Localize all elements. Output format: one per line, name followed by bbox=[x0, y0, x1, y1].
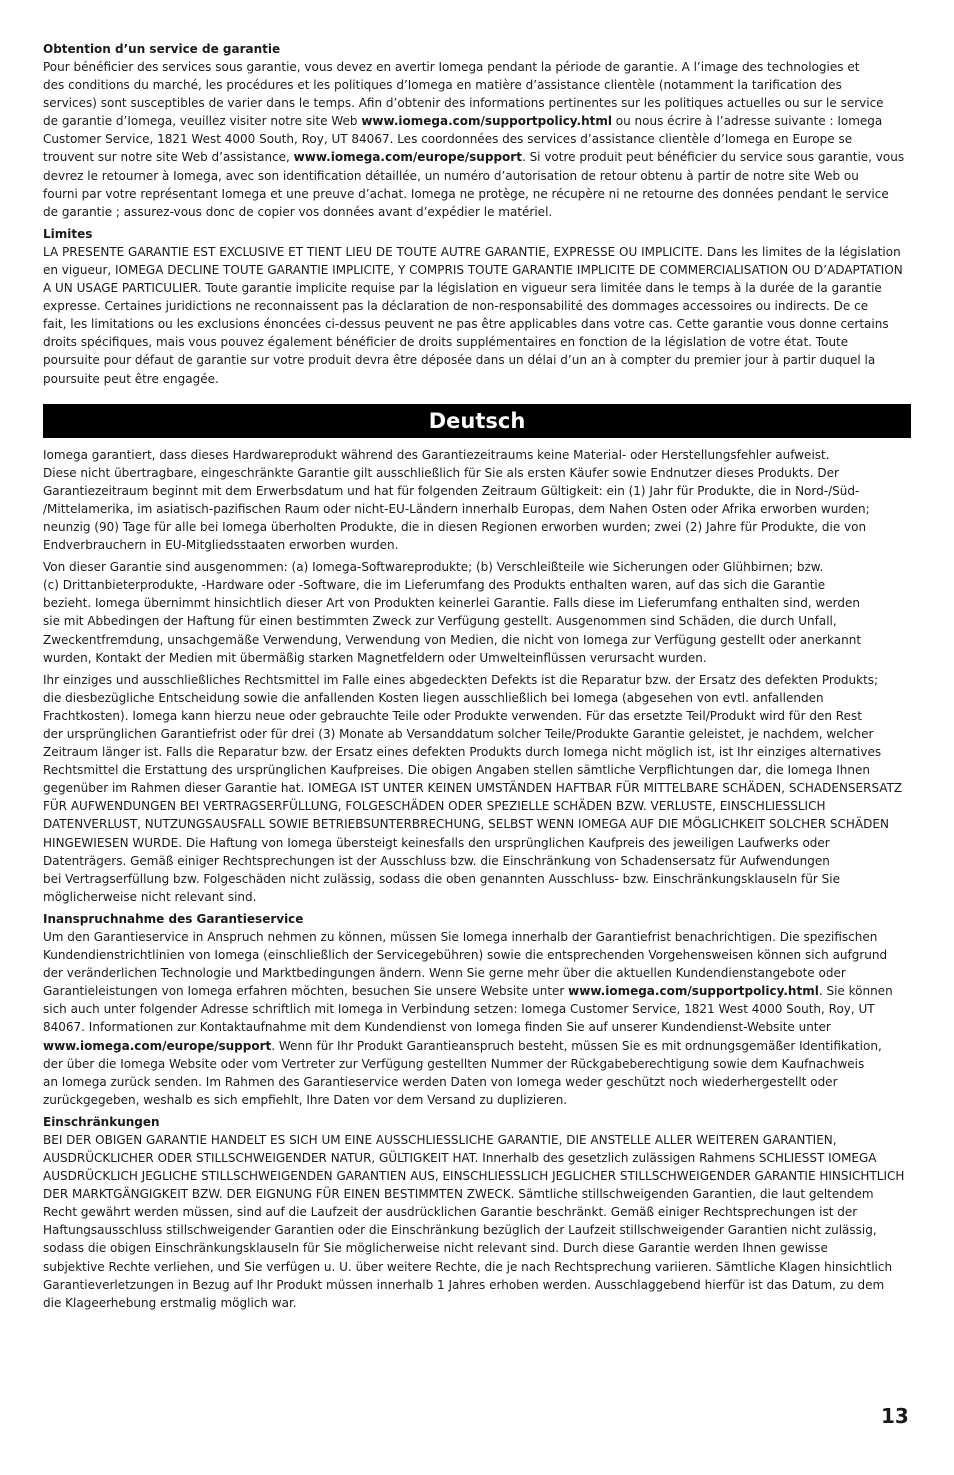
text-line: Recht gewährt werden müssen, sind auf die Laufzeit der ausdrücklichen Garantie beschränkt. Gemäß einiger Rechtsprechungen ist der bbox=[43, 1205, 858, 1220]
text-line: DER MARKTGÄNGIGKEIT BZW. DER EIGNUNG FÜR EINEN BESTIMMTEN ZWECK. Sämtliche stillschweigenden Garantien, die laut geltendem bbox=[43, 1187, 874, 1202]
text-line: möglicherweise nicht relevant sind. bbox=[43, 889, 257, 904]
text-line bbox=[43, 1000, 911, 1018]
text-line bbox=[43, 1091, 911, 1109]
de-intro-text bbox=[43, 446, 911, 555]
deutsch-section-banner: Deutsch bbox=[43, 404, 911, 438]
text-line bbox=[43, 185, 911, 203]
text-line: Iomega garantiert, dass dieses Hardwareprodukt während des Garantiezeitraums keine Material- oder Herstellungsfehler aufweist. bbox=[43, 447, 830, 462]
text-segment: Garantieleistungen von Iomega erfahren möchten, besuchen Sie unsere Website unter bbox=[43, 984, 569, 999]
text-line bbox=[43, 112, 911, 130]
text-line: Rechtsmittel die Erstattung des ursprünglichen Kaufpreises. Die obigen Angaben stellen sämtliche Verpflichtungen dar, die Iomega Ihnen bbox=[43, 763, 870, 778]
text-line: AUSDRÜCKLICHER ODER STILLSCHWEIGENDER NATUR, GÜLTIGKEIT HAT. Innerhalb des gesetzlich zulässigen Rahmens SCHLIESST IOMEGA bbox=[43, 1150, 877, 1165]
text-line: neunzig (90) Tage für alle bei Iomega überholten Produkte, die in diesen Regionen erworben wurden; zwei (2) Jahre für Produkte, die von bbox=[43, 519, 867, 534]
text-segment: 84067. Informationen zur Kontaktaufnahme mit dem Kundendienst von Iomega finden Sie auf unserer Kundendienst-Website unter bbox=[43, 1020, 831, 1035]
text-line bbox=[43, 94, 911, 112]
text-segment: de garantie ; assurez-vous donc de copier vos données avant d’expédier le matériel. bbox=[43, 204, 553, 219]
text-segment: . Sie können bbox=[818, 984, 893, 999]
text-line: Endverbrauchern in EU-Mitgliedsstaaten erworben wurden. bbox=[43, 538, 399, 553]
text-segment: des conditions du marché, les procédures et les politiques d’Iomega en matière d’assistance clientèle (notamment la tarification des bbox=[43, 78, 842, 93]
text-line: poursuite pour défaut de garantie sur votre produit devra être déposée dans un délai d’un an à compter du premier jour à partir duquel la bbox=[43, 353, 876, 368]
fr-limits-heading: Limites bbox=[43, 226, 93, 241]
text-segment: ou nous écrire à l’adresse suivante : Iomega bbox=[611, 114, 883, 129]
text-line bbox=[43, 76, 911, 94]
text-line: bei Vertragserfüllung bzw. Folgeschäden nicht zulässig, sodass die oben genannten Ausschluss- bzw. Einschränkungsklauseln für Sie bbox=[43, 871, 840, 886]
text-line bbox=[43, 203, 911, 221]
de-limits-text bbox=[43, 1131, 911, 1312]
text-line bbox=[43, 928, 911, 946]
de-warranty-service-heading: Inanspruchnahme des Garantieservice bbox=[43, 911, 304, 926]
text-segment: der über die Iomega Website oder vom Vertreter zur Verfügung gestellten Nummer der Rückgabeberechtigung sowie dem Kaufnachweis bbox=[43, 1056, 865, 1071]
text-line: AUSDRÜCKLICH JEGLICHE STILLSCHWEIGENDEN GARANTIEN AUS, EINSCHLIESSLICH JEGLICHER STILLSCHWEIGENDER GARANTIE HINSICHTLICH bbox=[43, 1169, 905, 1184]
text-segment: an Iomega zurück senden. Im Rahmen des Garantieservice werden Daten von Iomega weder geschützt noch wiederhergestellt oder bbox=[43, 1074, 838, 1089]
text-line bbox=[43, 58, 911, 76]
text-line: (c) Drittanbieterprodukte, -Hardware oder -Software, die im Lieferumfang des Produkts enthalten waren, auf das sich die Garantie bbox=[43, 578, 826, 593]
text-segment: . Si votre produit peut bénéficier du service sous garantie, vous bbox=[521, 150, 905, 165]
de-remedy-text bbox=[43, 671, 911, 906]
text-line bbox=[43, 167, 911, 185]
text-line: LA PRESENTE GARANTIE EST EXCLUSIVE ET TIENT LIEU DE TOUTE AUTRE GARANTIE, EXPRESSE OU IMPLICITE. Dans les limites de la législation bbox=[43, 244, 901, 259]
page-content bbox=[43, 40, 911, 1316]
de-limits-section bbox=[43, 1113, 911, 1312]
text-line: /Mittelamerika, im asiatisch-pazifischen Raum oder nicht-EU-Ländern innerhalb Europas, dem Nahen Osten oder Afrika erworben wurden; bbox=[43, 501, 870, 516]
de-warranty-service-text bbox=[43, 928, 911, 1109]
text-line: subjektive Rechte verliehen, und Sie verfügen u. U. über weitere Rechte, die je nach Rechtsprechung variieren. Sämtliche Klagen hinsichtlich bbox=[43, 1259, 893, 1274]
text-line: Von dieser Garantie sind ausgenommen: (a) Iomega-Softwareprodukte; (b) Verschleißteile wie Sicherungen oder Glühbirnen; bzw. bbox=[43, 560, 824, 575]
web-address: www.iomega.com/europe/support bbox=[43, 1038, 272, 1053]
text-line: der ursprünglichen Garantiefrist oder für drei (3) Monate ab Versanddatum solcher Teile/Produkte Garantie geleistet, je nachdem, welcher bbox=[43, 727, 874, 741]
page-number: 13 bbox=[881, 1404, 909, 1428]
text-segment: sich auch unter folgender Adresse schriftlich mit Iomega in Verbindung setzen: Iomega Customer Service, 1821 West 4000 South, Roy, UT bbox=[43, 1002, 875, 1017]
text-line: HINGEWIESEN WURDE. Die Haftung von Iomega übersteigt keinesfalls den ursprünglichen Kaufpreis des jeweiligen Laufwerks oder bbox=[43, 835, 830, 850]
text-line: Ihr einziges und ausschließliches Rechtsmittel im Falle eines abgedeckten Defekts ist die Reparatur bzw. der Ersatz des defekten Produkts; bbox=[43, 672, 879, 687]
fr-warranty-service-section bbox=[43, 40, 911, 221]
text-line: Zeitraum länger ist. Falls die Reparatur bzw. der Ersatz eines defekten Produkts durch Iomega nicht möglich ist, ist Ihr einziges alternatives bbox=[43, 745, 882, 760]
text-segment: Customer Service, 1821 West 4000 South, Roy, UT 84067. Les coordonnées des services d’assistance clientèle d’Iomega en Europe se bbox=[43, 132, 853, 147]
text-line bbox=[43, 946, 911, 964]
text-line bbox=[43, 130, 911, 148]
text-line bbox=[43, 1037, 911, 1055]
text-segment: Um den Garantieservice in Anspruch nehmen zu können, müssen Sie Iomega innerhalb der Garantiefrist benachrichtigen. Die spezifischen bbox=[43, 929, 878, 944]
web-address: www.iomega.com/supportpolicy.html bbox=[568, 984, 819, 999]
de-warranty-service-section bbox=[43, 910, 911, 1109]
text-line: Frachtkosten). Iomega kann hierzu neue oder gebrauchte Teile oder Produkte verwenden. Für das ersetzte Teil/Produkt wird für den Rest bbox=[43, 708, 862, 723]
text-segment: . Wenn für Ihr Produkt Garantieanspruch besteht, müssen Sie es mit ordnungsgemäßer Identifikation, bbox=[271, 1038, 882, 1053]
text-line: DATENVERLUST, NUTZUNGSAUSFALL SOWIE BETRIEBSUNTERBRECHUNG, SELBST WENN IOMEGA AUF DIE MÖGLICHKEIT SOLCHER SCHÄDEN bbox=[43, 817, 889, 832]
text-line: Datenträgers. Gemäß einiger Rechtsprechungen ist der Ausschluss bzw. die Einschränkung von Schadensersatz für Aufwendungen bbox=[43, 853, 830, 868]
text-line bbox=[43, 1073, 911, 1091]
text-segment: zurückgegeben, weshalb es sich empfiehlt, Ihre Daten vor dem Versand zu duplizieren. bbox=[43, 1092, 568, 1107]
de-warranty-section bbox=[43, 446, 911, 906]
web-address: www.iomega.com/supportpolicy.html bbox=[361, 114, 612, 129]
text-line: bezieht. Iomega übernimmt hinsichtlich dieser Art von Produkten keinerlei Garantie. Falls diese im Lieferumfang enthalten sind, werden bbox=[43, 596, 860, 611]
text-line: wurden, Kontakt der Medien mit übermäßig starken Magnetfeldern oder Umwelteinflüssen verursacht wurden. bbox=[43, 650, 707, 665]
text-line: Zweckentfremdung, unsachgemäße Verwendung, Verwendung von Medien, die nicht von Iomega zur Verfügung gestellt oder anerkannt bbox=[43, 632, 862, 647]
text-line: gegenüber im Rahmen dieser Garantie hat. IOMEGA IST UNTER KEINEN UMSTÄNDEN HAFTBAR FÜR MITTELBARE SCHÄDEN, SCHADENSERSATZ bbox=[43, 781, 903, 796]
text-line: BEI DER OBIGEN GARANTIE HANDELT ES SICH UM EINE AUSSCHLIESSLICHE GARANTIE, DIE ANSTELLE ALLER WEITEREN GARANTIEN, bbox=[43, 1132, 837, 1147]
text-line: A UN USAGE PARTICULIER. Toute garantie implicite requise par la législation en vigueur sera limitée dans le temps à la durée de la garantie bbox=[43, 281, 882, 296]
text-line: en vigueur, IOMEGA DECLINE TOUTE GARANTIE IMPLICITE, Y COMPRIS TOUTE GARANTIE IMPLICITE DE COMMERCIALISATION OU D’ADAPTATION bbox=[43, 262, 903, 277]
fr-warranty-service-text bbox=[43, 58, 911, 221]
text-segment: der veränderlichen Technologie und Marktbedingungen ändern. Wenn Sie gerne mehr über die aktuellen Kundendienstangebote oder bbox=[43, 966, 846, 981]
text-segment: Kundendienstrichtlinien von Iomega (einschließlich der Servicegebühren) sowie die entsprechenden Vorgehensweisen können sich aufgrund bbox=[43, 948, 888, 963]
text-line: FÜR AUFWENDUNGEN BEI VERTRAGSERFÜLLUNG, FOLGESCHÄDEN ODER SPEZIELLE SCHÄDEN BZW. VERLUSTE, EINSCHLIESSLICH bbox=[43, 799, 826, 814]
text-line bbox=[43, 982, 911, 1000]
text-line bbox=[43, 148, 911, 166]
text-segment: de garantie d’Iomega, veuillez visiter notre site Web bbox=[43, 114, 362, 129]
text-line bbox=[43, 1018, 911, 1036]
text-line: sie mit Abbedingen der Haftung für einen bestimmten Zweck zur Verfügung gestellt. Ausgenommen sind Schäden, die durch Unfall, bbox=[43, 614, 837, 629]
text-line bbox=[43, 1055, 911, 1073]
text-line bbox=[43, 964, 911, 982]
de-exclusions-text bbox=[43, 558, 911, 667]
text-segment: Pour bénéficier des services sous garantie, vous devez en avertir Iomega pendant la période de garantie. A l’image des technologies et bbox=[43, 60, 860, 74]
text-line: sodass die obigen Einschränkungsklauseln für Sie möglicherweise nicht relevant sind. Durch diese Garantie werden Ihnen gewisse bbox=[43, 1241, 828, 1256]
text-line: fait, les limitations ou les exclusions énoncées ci-dessus peuvent ne pas être applicables dans votre cas. Cette garantie vous donne certains bbox=[43, 317, 889, 332]
text-line: Garantieverletzungen in Bezug auf Ihr Produkt müssen innerhalb 1 Jahres erhoben werden. Ausschlaggebend hierfür ist das Datum, zu dem bbox=[43, 1277, 885, 1292]
de-limits-heading: Einschränkungen bbox=[43, 1114, 160, 1129]
fr-limits-section bbox=[43, 225, 911, 388]
fr-limits-text bbox=[43, 243, 911, 388]
text-line: Haftungsausschluss stillschweigender Garantien oder die Einschränkung bezüglich der Laufzeit stillschweigender Garantien nicht zulässig, bbox=[43, 1223, 877, 1238]
fr-warranty-service-heading: Obtention d’un service de garantie bbox=[43, 42, 281, 56]
text-line: poursuite peut être engagée. bbox=[43, 371, 219, 386]
text-line: die diesbezügliche Entscheidung sowie die anfallenden Kosten liegen ausschließlich bei Iomega (abgesehen von evtl. anfallenden bbox=[43, 690, 824, 705]
text-line: Diese nicht übertragbare, eingeschränkte Garantie gilt ausschließlich für Sie als ersten Käufer sowie Endnutzer dieses Produkts. Der bbox=[43, 465, 839, 480]
text-line: droits spécifiques, mais vous pouvez également bénéficier de droits supplémentaires en fonction de la législation de votre état. Toute bbox=[43, 335, 849, 350]
text-segment: trouvent sur notre site Web d’assistance, bbox=[43, 150, 294, 165]
text-line: Garantiezeitraum beginnt mit dem Erwerbsdatum und hat für folgenden Zeitraum Gültigkeit: ein (1) Jahr für Produkte, die in Nord-/Süd- bbox=[43, 483, 860, 498]
text-segment: fourni par votre représentant Iomega et une preuve d’achat. Iomega ne protège, ne récupère ni ne retourne des données pendant le service bbox=[43, 186, 889, 201]
text-line: expresse. Certaines juridictions ne reconnaissent pas la déclaration de non-responsabilité des dommages accessoires ou indirects. De ce bbox=[43, 299, 869, 314]
text-segment: devrez le retourner à Iomega, avec son identification détaillée, un numéro d’autorisation de retour obtenu à partir de notre site Web ou bbox=[43, 168, 859, 183]
web-address: www.iomega.com/europe/support bbox=[293, 150, 522, 165]
text-segment: services) sont susceptibles de varier dans le temps. Afin d’obtenir des informations pertinentes sur les politiques actuelles ou sur le service bbox=[43, 96, 884, 111]
text-line: die Klageerhebung erstmalig möglich war. bbox=[43, 1295, 297, 1310]
